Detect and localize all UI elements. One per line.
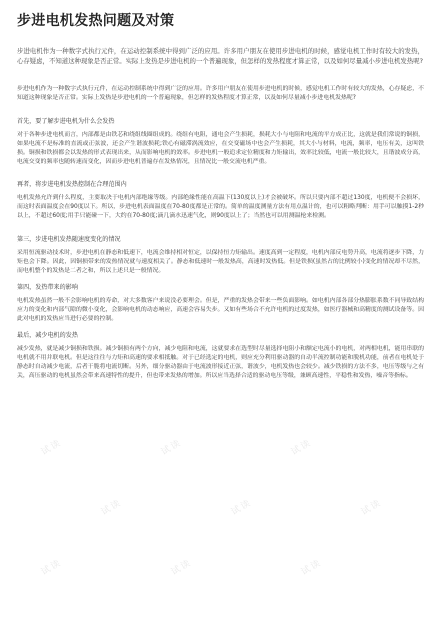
paragraph-1: 步进电机作为一种数字式执行元件，在运动控制系统中得到广泛的应用。许多用户朋友在使用步进电机的时候，感觉电机工作时有较大的发热，心存疑虑，不知道这种现象是否正常。实际上发热是步进电机的一个普遍现象，但怎样的发热程度才算正常，以及如何尽量减小步进电机发热呢? bbox=[17, 86, 424, 102]
paragraph-2: 对于各种步进电机而言，内部都是由铁芯和绕组线圈组成的。绕组有电阻，通电会产生损耗，损耗大小与电阻和电流的平方成正比，这就是我们常说的铜损，如果电流不是标准的直流或正弦波，还会产生谐波损耗;铁心有磁滞涡流效应，在交变磁场中也会产生损耗，其大小与材料，电流，频率，电压有关，这叫铁损。铜损和铁损都会以发热的形式表现出来，从而影响电机的效率。步进电机一般追求定位精度和力矩输出，效率比较低，电流一般比较大，且谐波成分高，电流交变的频率也随转速而变化，因而步进电机普遍存在发热情况，且情况比一般交流电机严重。 bbox=[17, 132, 424, 166]
paragraph-6: 减少发热，就是减少铜损和铁损。减少铜损有两个方向，减少电阻和电流，这就要求在选型时尽量选择电阻小和额定电流小的电机，对两相电机，能用串联的电机就不用并联电机。但是这往往与力矩和高速的要求相抵触。对于已经选定的电机，则应充分利用驱动器的自动半流控制功能和脱机功能，前者在电机处于静态时自动减少电流，后者干脆将电流切断。另外，细分驱动器由于电流波形接近正弦，谐波少，电机发热也会较少。减少铁损的方法不多，电压等级与之有关，高压驱动的电机虽然会带来高速特性的提升，但也带来发热的增加。所以应当选择合适的驱动电压等级，兼顾高速性，平稳性和发热，噪音等指标。 bbox=[17, 346, 424, 380]
page-title: 步进电机发热问题及对策 bbox=[17, 13, 175, 29]
intro-paragraph: 步进电机作为一种数字式执行元件，在运动控制系统中得到广泛的应用。许多用户朋友在使用步进电机的时候，感觉电机工作时有较大的发热，心存疑虑，不知道这种现象是否正常。实际上发热是步进电机的一个普遍现象，但怎样的发热程度才算正常，以及如何尽量减小步进电机发热呢? bbox=[17, 47, 424, 65]
watermark: 试读 bbox=[229, 497, 254, 518]
paragraph-4: 采用恒流驱动技术时，步进电机在静态和低速下，电流会维持相对恒定，以保持恒力矩输出。速度高到一定程度，电机内部反电势升高，电流将逐步下降，力矩也会下降。因此，因铜损带来的发热情况就与速度相关了。静态和低速时一般发热高，高速时发热低。但是铁损(虽然占的比例较小)变化的情况却不尽然，而电机整个的发热是二者之和，所以上述只是一般情况。 bbox=[17, 250, 424, 275]
section-heading-4: 第四，发热带来的影响 bbox=[17, 284, 78, 291]
section-heading-5: 最后，减少电机的发热 bbox=[17, 332, 78, 339]
watermark: 试读 bbox=[289, 437, 314, 458]
watermark: 试读 bbox=[159, 437, 184, 458]
section-heading-2: 再者，将步进电机发热控制在合理范围内 bbox=[17, 181, 127, 188]
watermark: 试读 bbox=[39, 557, 64, 578]
watermark: 试读 bbox=[359, 497, 384, 518]
paragraph-3: 电机发热允许到什么程度，主要取决于电机内部绝缘等级。内部绝缘性能在高温下(130度以上)才会被破坏。所以只要内部不超过130度，电机便不会损坏，而这时表面温度会在90度以下。所以，步进电机表面温度在70-80度都是正常的。简单的温度测量方法有用点温计的，也可以粗略判断：用手可以触摸1-2秒以上，不超过60度;用手只能碰一下，大约在70-80度;滴几滴水迅速气化，则90度以上了；当然也可以用测温枪来检测。 bbox=[17, 195, 424, 220]
watermark: 试读 bbox=[39, 437, 64, 458]
watermark: 试读 bbox=[299, 557, 324, 578]
paragraph-5: 电机发热虽然一般不会影响电机的寿命，对大多数客户来说没必要理会。但是，严重的发热会带来一些负面影响。如电机内部各部分热膨胀系数不同导致结构应力的变化和内部气隙的微小变化，会影响电机的动态响应，高速会容易失步。又如有些场合不允许电机的过度发热，如医疗器械和高精度的测试设备等。因此对电机的发热应当进行必要的控制。 bbox=[17, 298, 424, 323]
watermark: 试读 bbox=[99, 497, 124, 518]
watermark: 试读 bbox=[169, 557, 194, 578]
section-heading-3: 第三，步进电机发热随速度变化的情况 bbox=[17, 236, 121, 243]
section-heading-1: 首先，要了解步进电机为什么会发热 bbox=[17, 118, 115, 125]
